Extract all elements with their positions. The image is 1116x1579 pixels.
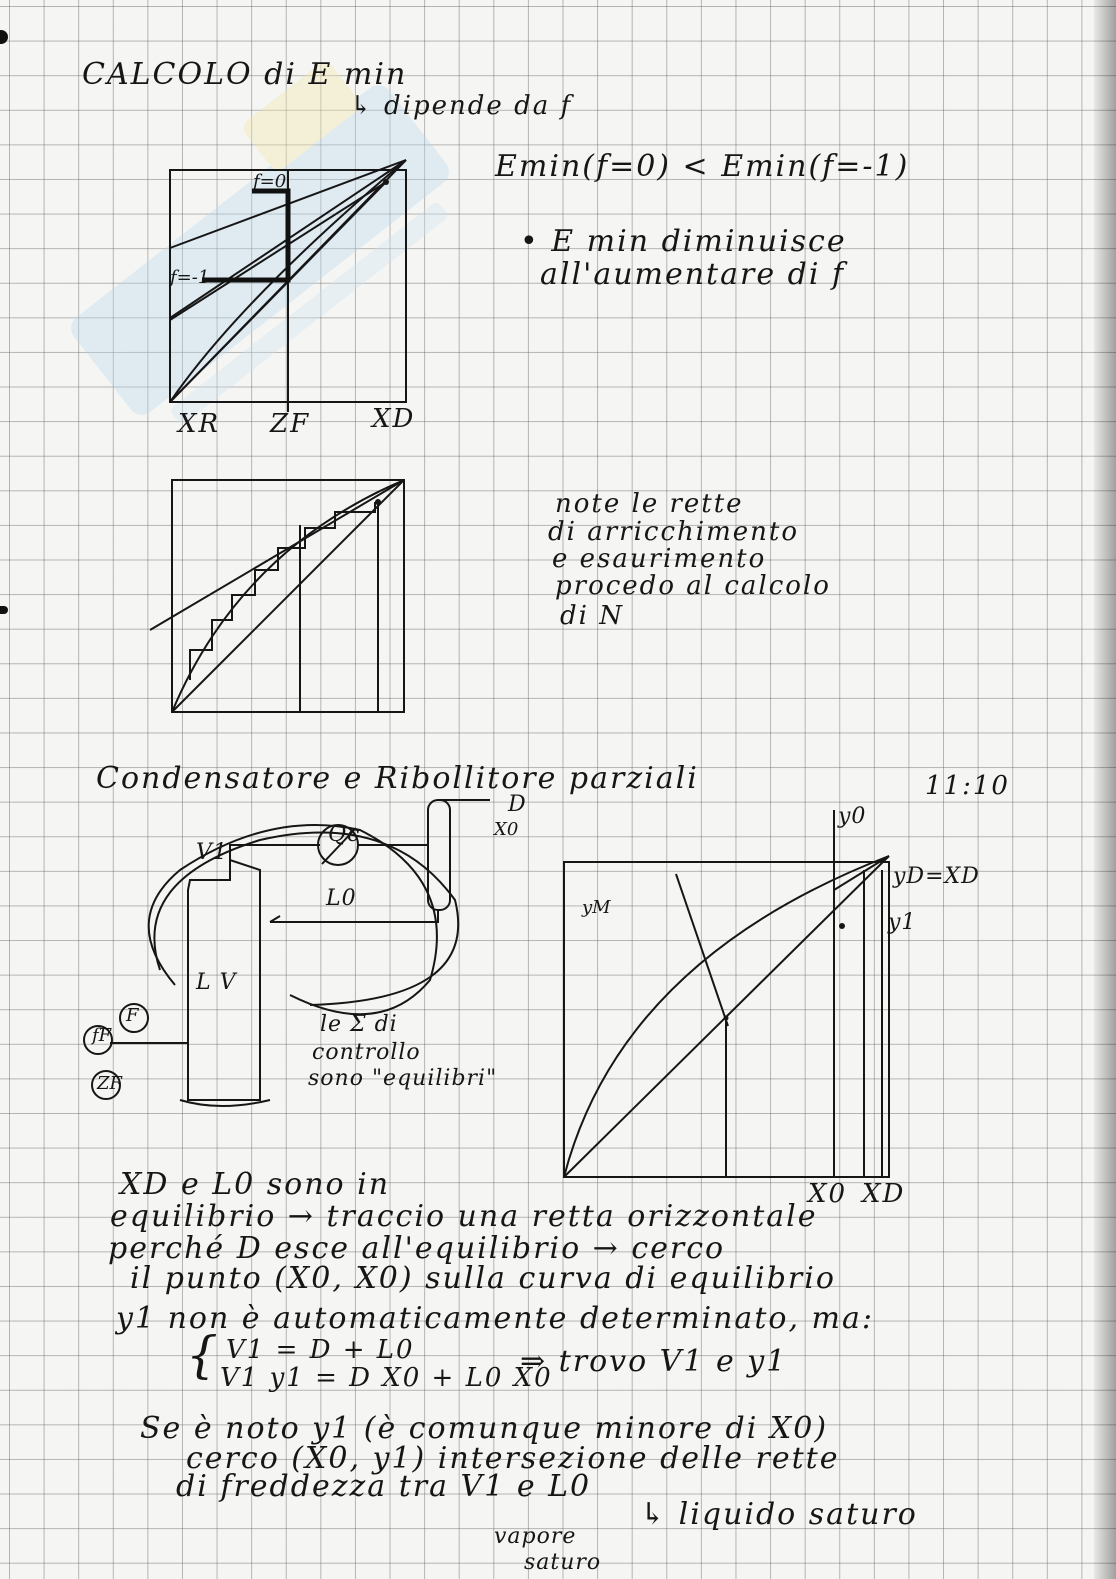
final-note-bottom-1: vapore xyxy=(494,1524,577,1549)
body-line-4: il punto (X0, X0) sulla curva di equilibrio xyxy=(130,1261,836,1296)
section-title: Condensatore e Ribollitore parziali xyxy=(96,761,699,796)
final-line-3: di freddezza tra V1 e L0 xyxy=(176,1469,592,1504)
note-line-1: note le rette xyxy=(555,489,744,519)
partial-condenser-diagram xyxy=(560,850,900,1180)
binder-hole xyxy=(0,30,8,44)
body-line-5: y1 non è automaticamente determinato, ma: xyxy=(116,1301,874,1336)
label-f-minus-1: f=-1 xyxy=(170,267,210,288)
label-x0-scheme: X0 xyxy=(494,819,519,840)
axis-label-xd: XD xyxy=(372,404,416,434)
note-line-4: procedo al calcolo xyxy=(555,571,831,601)
axis-label-xd-2: XD xyxy=(862,1179,906,1209)
inequality: Emin(f=0) < Emin(f=-1) xyxy=(495,149,910,184)
label-l-v: L V xyxy=(196,970,237,995)
equation-1: V1 = D + L0 xyxy=(226,1335,415,1365)
time-note: 11:10 xyxy=(925,771,1010,801)
scheme-note-3: sono "equilibri" xyxy=(308,1066,498,1091)
label-f: F xyxy=(126,1005,139,1026)
label-ym: yM xyxy=(582,897,611,918)
final-line-2: cerco (X0, y1) intersezione delle rette xyxy=(186,1441,840,1476)
equation-result: ⇒ trovo V1 e y1 xyxy=(520,1344,788,1379)
axis-label-xr: XR xyxy=(178,409,221,439)
final-note-bottom-2: saturo xyxy=(524,1550,602,1575)
body-line-3: perché D esce all'equilibrio → cerco xyxy=(108,1231,726,1266)
note-line-2: di arricchimento xyxy=(548,517,799,547)
page-title: CALCOLO di E min xyxy=(82,57,408,92)
staircase-stages-diagram xyxy=(160,470,420,720)
scheme-note-2: controllo xyxy=(312,1040,421,1065)
label-l0: L0 xyxy=(326,886,357,911)
label-yd-xd: yD=XD xyxy=(893,864,980,889)
equation-2: V1 y1 = D X0 + L0 X0 xyxy=(220,1363,553,1393)
label-qc: Qc xyxy=(328,822,361,847)
title-arrow-note: ↳ dipende da f xyxy=(350,91,573,121)
label-y1: y1 xyxy=(888,910,917,935)
final-line-1: Se è noto y1 (è comunque minore di X0) xyxy=(140,1411,829,1446)
label-ff: fF xyxy=(92,1025,112,1046)
system-brace: { xyxy=(186,1326,220,1384)
body-line-1: XD e L0 sono in xyxy=(120,1167,391,1202)
label-f0: f=0 xyxy=(253,171,287,192)
final-note-right: ↳ liquido saturo xyxy=(640,1497,918,1532)
scheme-note-1: le Σ di xyxy=(320,1012,398,1037)
bullet-line-1: • E min diminuisce xyxy=(520,224,847,259)
label-d: D xyxy=(508,792,527,817)
label-zf-scheme: ZF xyxy=(97,1073,122,1094)
axis-label-zf: ZF xyxy=(270,409,311,439)
bullet-line-2: all'aumentare di f xyxy=(540,257,846,292)
note-line-5: di N xyxy=(560,601,624,631)
binder-hole xyxy=(0,606,8,614)
axis-label-x0: X0 xyxy=(808,1179,848,1209)
body-line-2: equilibrio → traccio una retta orizzontale xyxy=(110,1199,818,1234)
label-v1: V1 xyxy=(196,840,228,865)
page-edge-shadow xyxy=(1094,0,1116,1579)
note-line-3: e esaurimento xyxy=(552,544,767,574)
label-y0: y0 xyxy=(838,804,867,829)
